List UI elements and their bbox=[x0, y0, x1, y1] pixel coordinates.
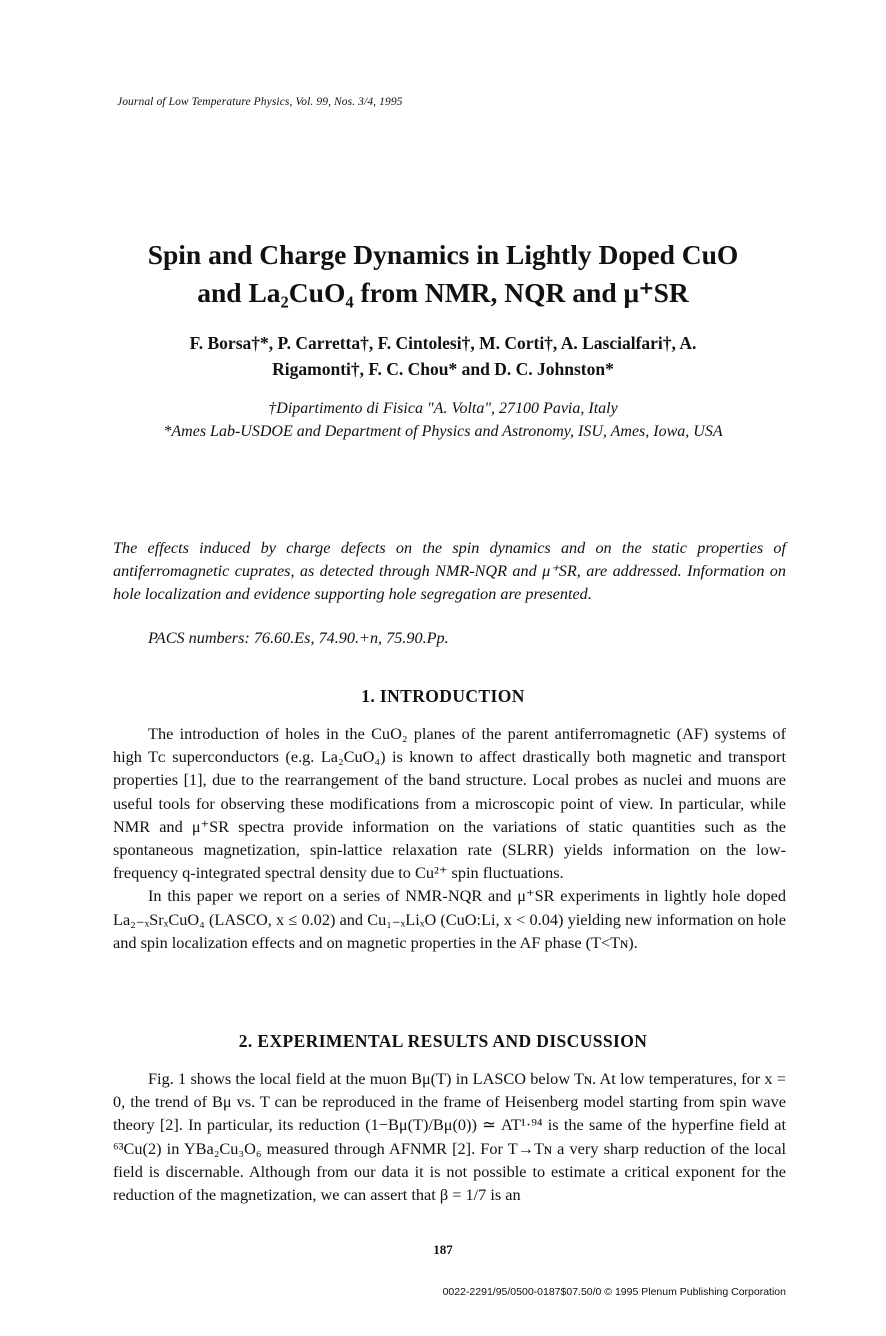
journal-header: Journal of Low Temperature Physics, Vol. 99, Nos. 3/4, 1995 bbox=[117, 96, 403, 108]
authors-line-2: Rigamonti†, F. C. Chou* and D. C. Johnston* bbox=[272, 359, 614, 379]
results-paragraph-1: Fig. 1 shows the local field at the muon Bμ(T) in LASCO below Tɴ. At low temperatures, for x = 0, the trend of Bμ vs. T can be reproduced in the frame of Heisenberg model starting from spin wave theory [2]. In particular, its reduction (1−Bμ(T)/Bμ(0)) ≃ AT¹·⁹⁴ is the same of the hyperfine field at ⁶³Cu(2) in YBa₂Cu₃O₆ measured through AFNMR [2]. For T→Tɴ a very sharp reduction of the local field is discernable. Although from our data it is not possible to estimate a critical exponent for the reduction of the magnetization, we can assert that β = 1/7 is an bbox=[113, 1069, 786, 1205]
author-list bbox=[100, 330, 786, 382]
introduction-body bbox=[113, 722, 786, 954]
introduction-heading: 1. INTRODUCTION bbox=[361, 686, 525, 706]
abstract-text: The effects induced by charge defects on the spin dynamics and on the static properties of antiferromagnetic cuprates, as detected through NMR-NQR and μ⁺SR, are addressed. Information on hole localization and evidence supporting hole segregation are presented. bbox=[113, 539, 786, 604]
pacs-numbers: PACS numbers: 76.60.Es, 74.90.+n, 75.90.Pp. bbox=[148, 629, 449, 647]
copyright-line: 0022-2291/95/0500-0187$07.50/0 © 1995 Plenum Publishing Corporation bbox=[442, 1286, 786, 1298]
page-number: 187 bbox=[433, 1242, 453, 1257]
affiliation-ames: *Ames Lab-USDOE and Department of Physics and Astronomy, ISU, Ames, Iowa, USA bbox=[163, 423, 723, 440]
affiliation-pavia: †Dipartimento di Fisica "A. Volta", 27100 Pavia, Italy bbox=[268, 400, 618, 417]
results-heading: 2. EXPERIMENTAL RESULTS AND DISCUSSION bbox=[238, 1031, 648, 1051]
introduction-paragraph-1: The introduction of holes in the CuO₂ planes of the parent antiferromagnetic (AF) systems of high Tᴄ superconductors (e.g. La₂CuO₄) is known to affect drastically both magnetic and transport properties [1], due to the rearrangement of the band structure. Local probes as nuclei and muons are useful tools for observing these modifications from a microscopic point of view. In particular, while NMR and μ⁺SR spectra provide information on the variations of static quantities such as the spontaneous magnetization, spin-lattice relaxation rate (SLRR) yields information on the low-frequency q-integrated spectral density due to Cu²⁺ spin fluctuations. bbox=[113, 724, 786, 883]
title-line-1: Spin and Charge Dynamics in Lightly Doped CuO bbox=[147, 239, 739, 270]
results-body bbox=[113, 1067, 786, 1206]
paper-title bbox=[100, 236, 786, 312]
affiliations bbox=[100, 397, 786, 443]
authors-line-1: F. Borsa†*, P. Carretta†, F. Cintolesi†, M. Corti†, A. Lascialfari†, A. bbox=[189, 333, 697, 353]
title-line-2: and La₂CuO₄ from NMR, NQR and μ⁺SR bbox=[197, 277, 689, 308]
introduction-paragraph-2: In this paper we report on a series of NMR-NQR and μ⁺SR experiments in lightly hole doped La₂₋ₓSrₓCuO₄ (LASCO, x ≤ 0.02) and Cu₁₋ₓLiₓO (CuO:Li, x < 0.04) yielding new information on hole and spin localization effects and on magnetic properties in the AF phase (T<Tɴ). bbox=[113, 886, 786, 952]
